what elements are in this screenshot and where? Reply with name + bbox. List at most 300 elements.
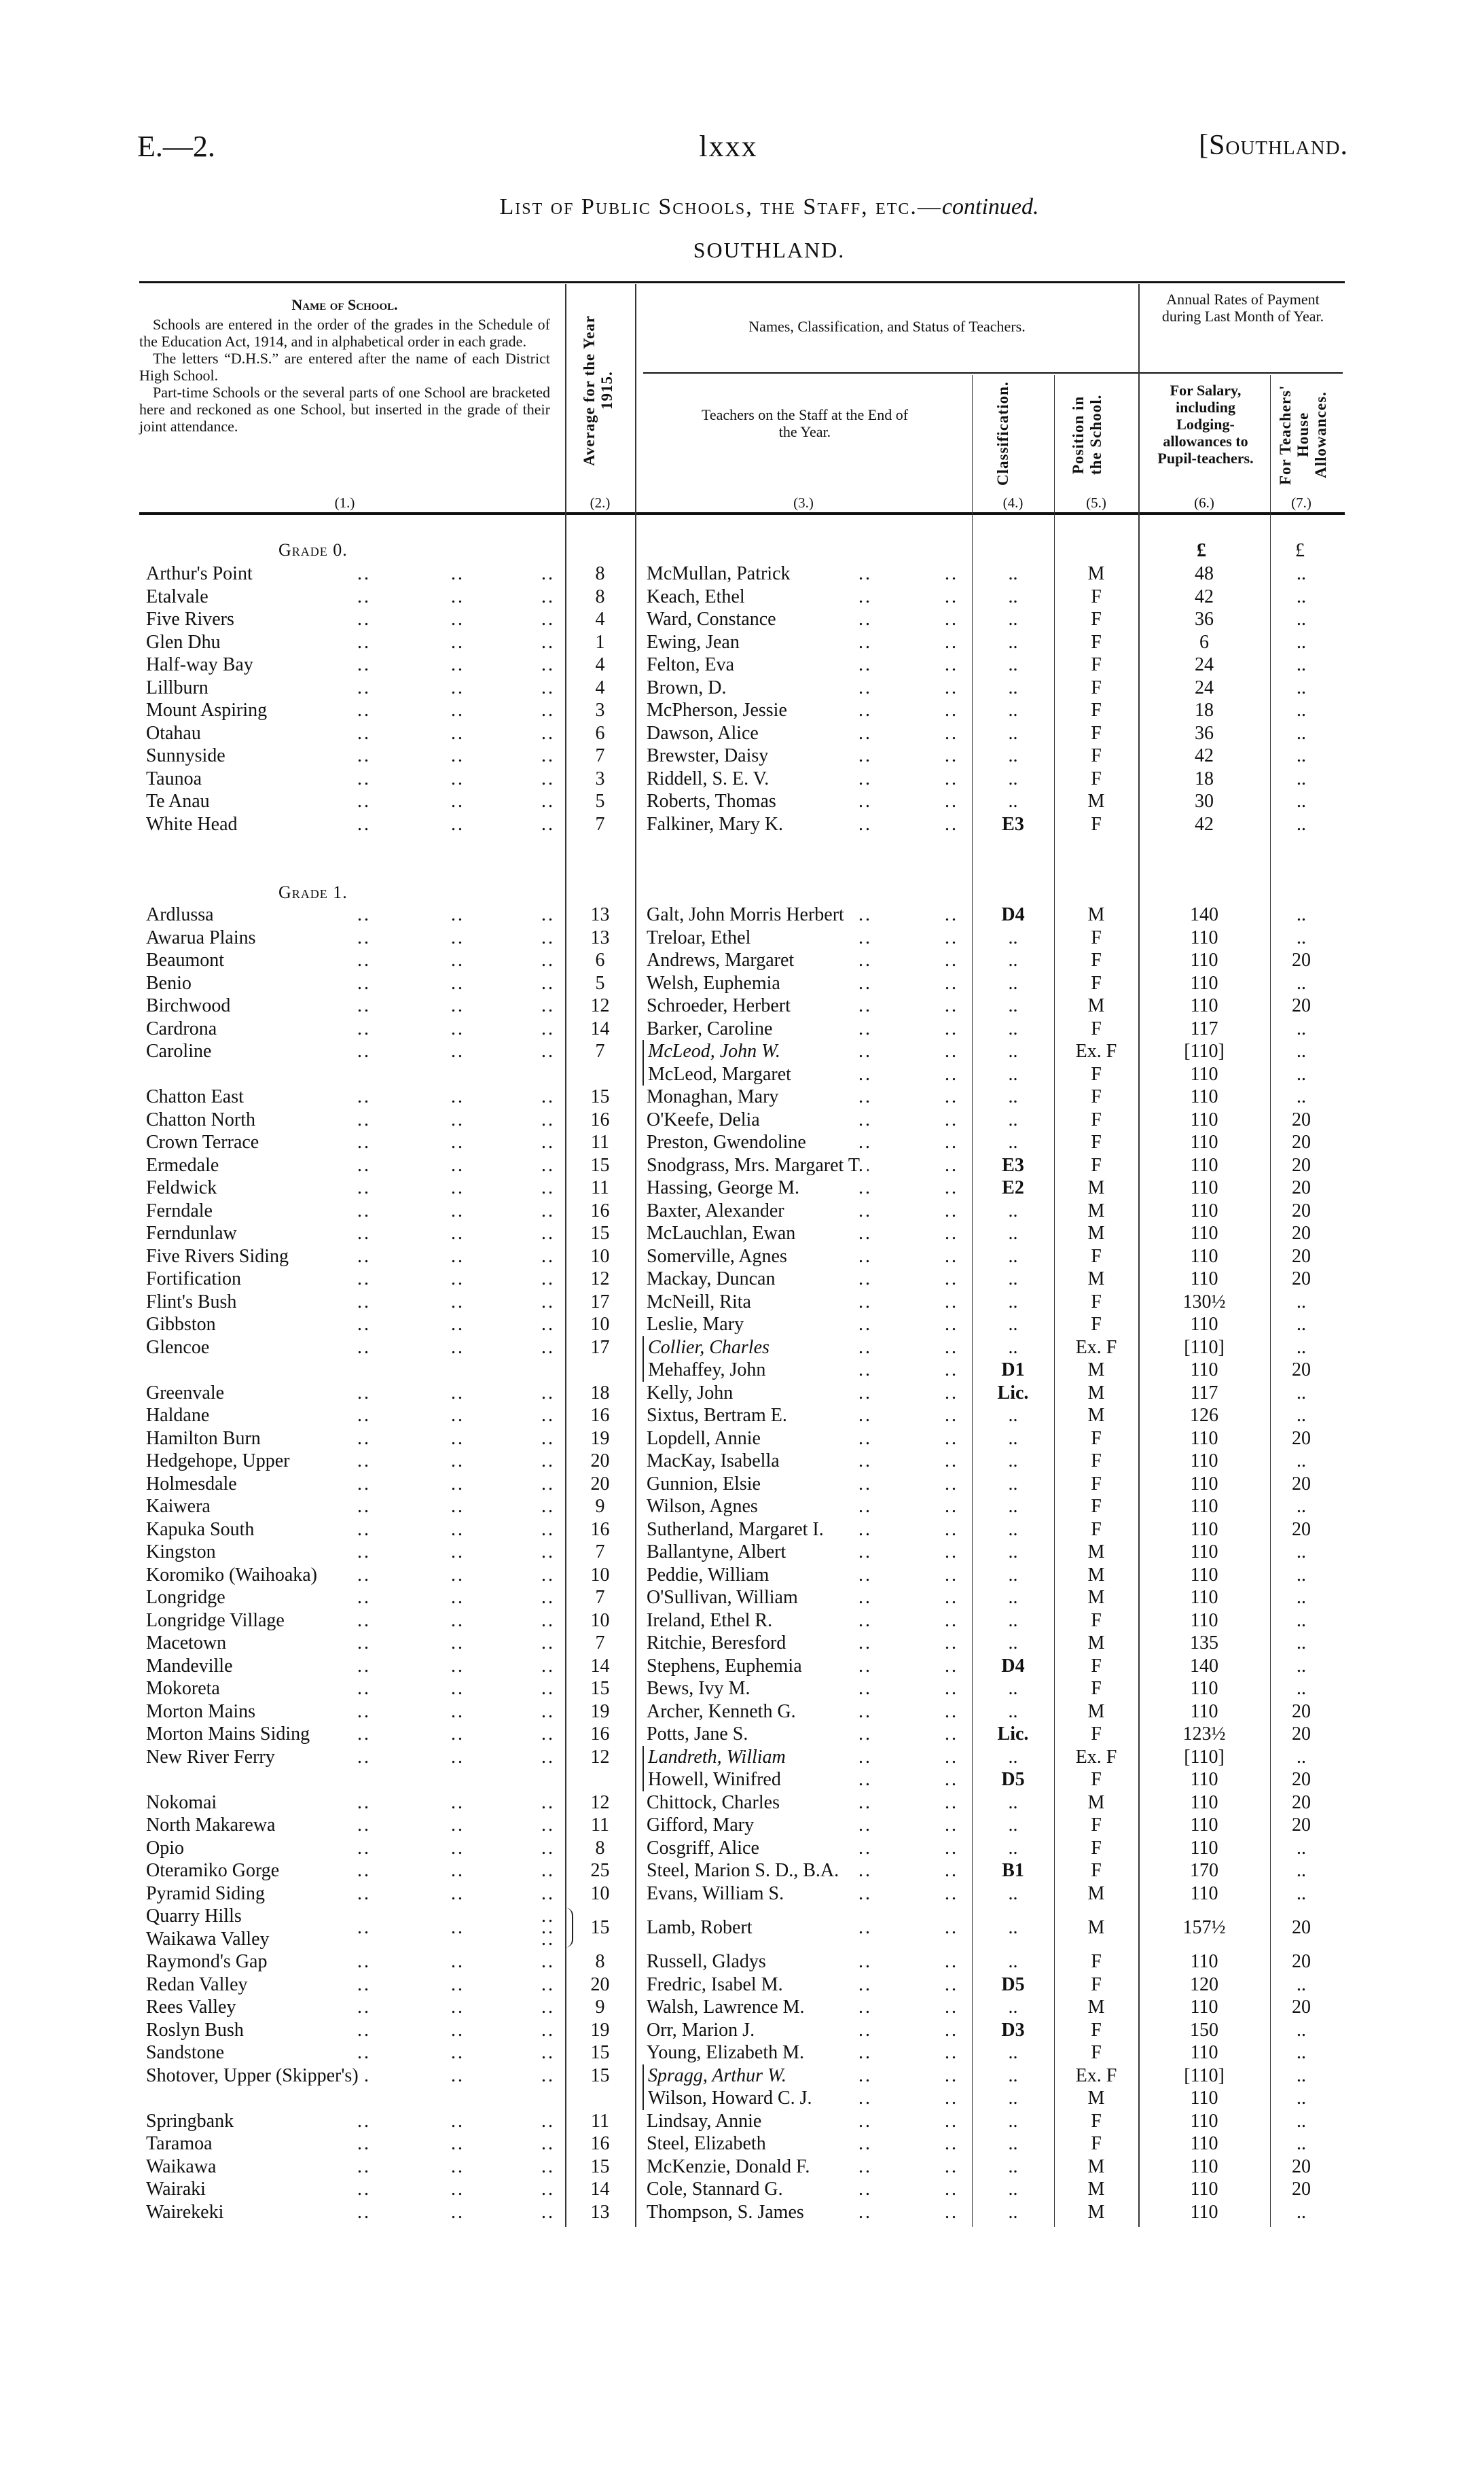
- leader-dots: [357, 2155, 371, 2179]
- leader-dots: [357, 1427, 371, 1450]
- table-row: [0, 1268, 1484, 1291]
- house-allowance: ..: [1297, 813, 1306, 835]
- leader-dots: [541, 2178, 555, 2201]
- house-allowance: ..: [1297, 1587, 1306, 1608]
- salary: 110: [1190, 1245, 1218, 1267]
- leader-dots: [945, 745, 958, 768]
- position: M: [1087, 1223, 1105, 1244]
- leader-dots: [858, 903, 872, 927]
- school-name: Haldane: [146, 1404, 213, 1427]
- position: F: [1091, 1951, 1102, 1972]
- teacher-name: Falkiner, Mary K.: [647, 813, 787, 836]
- teacher-name: McKenzie, Donald F.: [647, 2155, 814, 2179]
- currency-salary: £: [1197, 540, 1206, 561]
- leader-dots: [945, 2178, 958, 2201]
- leader-dots: [945, 949, 958, 972]
- table-row: [0, 2087, 1484, 2110]
- house-allowance: ..: [1297, 1086, 1306, 1107]
- teacher-name: Barker, Caroline: [647, 1018, 776, 1041]
- house-allowance: ..: [1297, 1632, 1306, 1653]
- average-attendance: 3: [595, 768, 605, 789]
- average-attendance: 15: [590, 1154, 610, 1176]
- teacher-name: Lamb, Robert: [647, 1916, 757, 1939]
- leader-dots: [541, 1882, 555, 1905]
- position: M: [1087, 1268, 1105, 1289]
- teacher-name: Gunnion, Elsie: [647, 1473, 765, 1496]
- leader-dots: [451, 745, 465, 768]
- header-mid-rule: [643, 372, 1343, 374]
- position: M: [1087, 1200, 1105, 1221]
- average-attendance: 13: [590, 2201, 610, 2223]
- classification: ..: [1008, 1427, 1018, 1449]
- teacher-name: Mackay, Duncan: [647, 1268, 779, 1291]
- average-attendance: 4: [595, 654, 605, 675]
- teacher-name: Keach, Ethel: [647, 586, 749, 609]
- leader-dots: [945, 1859, 958, 1882]
- average-attendance: 7: [595, 813, 605, 835]
- leader-dots: [945, 1473, 958, 1496]
- leader-dots: [541, 1700, 555, 1723]
- leader-dots: [357, 1837, 371, 1860]
- page-title: [0, 194, 1484, 220]
- house-allowance: ..: [1297, 768, 1306, 789]
- leader-dots: [858, 995, 872, 1018]
- leader-dots: [541, 927, 555, 950]
- average-attendance: 15: [590, 2064, 610, 2086]
- salary: 110: [1190, 972, 1218, 994]
- table-row: [0, 768, 1484, 791]
- leader-dots: [945, 1336, 958, 1359]
- position: M: [1087, 1882, 1105, 1904]
- salary: 110: [1190, 1609, 1218, 1631]
- salary: 6: [1199, 631, 1209, 653]
- leader-dots: [357, 1336, 371, 1359]
- school-name: Kapuka South: [146, 1518, 258, 1541]
- classification: B1: [1002, 1860, 1024, 1881]
- school-name: Taramoa: [146, 2132, 217, 2155]
- classification: ..: [1008, 1086, 1018, 1107]
- leader-dots: [541, 1427, 555, 1450]
- teacher-name: Monaghan, Mary: [647, 1086, 782, 1109]
- header-classification: Classification.: [994, 381, 1011, 486]
- leader-dots: [451, 1564, 465, 1587]
- leader-dots: [541, 1382, 555, 1405]
- table-row: [0, 2132, 1484, 2155]
- leader-dots: [945, 927, 958, 950]
- leader-dots: [541, 813, 555, 836]
- position: M: [1087, 904, 1105, 925]
- leader-dots: [451, 1154, 465, 1177]
- teacher-name: Galt, John Morris Herbert: [647, 903, 848, 927]
- average-attendance: 11: [591, 1814, 609, 1836]
- leader-dots: [357, 745, 371, 768]
- leader-dots: [945, 1677, 958, 1700]
- classification: ..: [1008, 1450, 1018, 1471]
- table-row: [0, 1086, 1484, 1109]
- teacher-name: Treloar, Ethel: [647, 927, 755, 950]
- salary: 42: [1195, 813, 1214, 835]
- house-allowance: ..: [1297, 2042, 1306, 2063]
- house-allowance: ..: [1297, 1382, 1306, 1403]
- salary: 36: [1195, 609, 1214, 630]
- teacher-name: McMullan, Patrick: [647, 562, 795, 586]
- leader-dots: [451, 1245, 465, 1268]
- table-row: [0, 1018, 1484, 1041]
- table-row: [0, 972, 1484, 995]
- teacher-name: Gifford, Mary: [647, 1814, 758, 1837]
- house-allowance: ..: [1297, 1746, 1306, 1768]
- house-allowance: 20: [1292, 1427, 1311, 1449]
- header-name-of-school: [139, 296, 550, 435]
- leader-dots: [541, 2155, 555, 2179]
- position: M: [1087, 2179, 1105, 2200]
- classification: D4: [1001, 904, 1025, 925]
- leader-dots: [451, 903, 465, 927]
- salary: 110: [1190, 1427, 1218, 1449]
- teacher-name: O'Sullivan, William: [647, 1586, 802, 1609]
- header-note-order: Schools are entered in the order of the grades in the Schedule of the Education Act, 1914, and in alphabetical order in each grade.: [139, 316, 550, 350]
- leader-dots: [858, 1427, 872, 1450]
- teacher-name: McLeod, John W.: [643, 1040, 784, 1063]
- salary: 110: [1190, 1814, 1218, 1836]
- average-attendance: 10: [590, 1564, 610, 1586]
- salary: 170: [1190, 1860, 1218, 1881]
- classification: ..: [1008, 1405, 1018, 1426]
- table-row: [0, 2178, 1484, 2201]
- classification: ..: [1008, 1268, 1018, 1289]
- page-title-text: List of Public Schools, the Staff, etc.—: [499, 194, 942, 219]
- school-name: Birchwood: [146, 995, 234, 1018]
- position: M: [1087, 563, 1105, 584]
- teacher-name: Ballantyne, Albert: [647, 1541, 790, 1564]
- school-name: Ferndunlaw: [146, 1222, 241, 1245]
- leader-dots: [451, 1916, 465, 1939]
- leader-dots: [357, 699, 371, 722]
- position: F: [1091, 1496, 1102, 1517]
- table-row: [0, 677, 1484, 700]
- table-top-rule: [139, 281, 1345, 283]
- leader-dots: [858, 1268, 872, 1291]
- table-row: [0, 1200, 1484, 1223]
- leader-dots: [451, 1996, 465, 2019]
- leader-dots: [541, 1814, 555, 1837]
- classification: ..: [1008, 1200, 1018, 1221]
- position: M: [1087, 1632, 1105, 1653]
- teacher-name: Hassing, George M.: [647, 1177, 803, 1200]
- leader-dots: [541, 1677, 555, 1700]
- leader-dots: [451, 1222, 465, 1245]
- teacher-name: McLauchlan, Ewan: [647, 1222, 799, 1245]
- leader-dots: [357, 1313, 371, 1336]
- leader-dots: [541, 608, 555, 631]
- salary: 110: [1190, 1997, 1218, 2018]
- table-row: [0, 1541, 1484, 1564]
- house-allowance: 20: [1292, 1791, 1311, 1813]
- average-attendance: 16: [590, 1405, 610, 1426]
- house-allowance: ..: [1297, 1860, 1306, 1881]
- leader-dots: [357, 1268, 371, 1291]
- leader-dots: [357, 927, 371, 950]
- table-row: [0, 1837, 1484, 1860]
- leader-dots: [858, 562, 872, 586]
- position: F: [1091, 1518, 1102, 1540]
- leader-dots: [451, 1109, 465, 1132]
- salary: 130½: [1182, 1291, 1226, 1312]
- leader-dots: [858, 1609, 872, 1632]
- table-row: [0, 1723, 1484, 1746]
- school-name: Mount Aspiring: [146, 699, 271, 722]
- leader-dots: [357, 562, 371, 586]
- average-attendance: 12: [590, 1746, 610, 1768]
- leader-dots: [945, 2132, 958, 2155]
- teacher-name: O'Keefe, Delia: [647, 1109, 764, 1132]
- leader-dots: [451, 1700, 465, 1723]
- leader-dots: [858, 2087, 872, 2110]
- house-allowance: ..: [1297, 2110, 1306, 2132]
- position: M: [1087, 791, 1105, 812]
- salary: 110: [1190, 2088, 1218, 2109]
- leader-dots: [945, 2087, 958, 2110]
- classification: ..: [1008, 1951, 1018, 1972]
- average-attendance: 5: [595, 972, 605, 994]
- leader-dots: [541, 722, 555, 745]
- position: F: [1091, 1086, 1102, 1107]
- house-allowance: ..: [1297, 677, 1306, 698]
- leader-dots: [945, 1973, 958, 1997]
- leader-dots: [858, 654, 872, 677]
- leader-dots: [858, 1359, 872, 1382]
- position: F: [1091, 609, 1102, 630]
- header-note-dhs: The letters “D.H.S.” are entered after the name of each District High School.: [139, 350, 550, 384]
- leader-dots: [541, 1473, 555, 1496]
- salary: 120: [1190, 1973, 1218, 1995]
- position: F: [1091, 1245, 1102, 1267]
- leader-dots: [451, 1677, 465, 1700]
- table-row: [0, 2155, 1484, 2179]
- house-allowance: ..: [1297, 1609, 1306, 1631]
- table-row: [0, 1564, 1484, 1587]
- leader-dots: [945, 995, 958, 1018]
- teacher-name: Steel, Marion S. D., B.A.: [647, 1859, 843, 1882]
- salary: 18: [1195, 768, 1214, 789]
- position: F: [1091, 1769, 1102, 1790]
- leader-dots: [541, 2064, 555, 2088]
- classification: ..: [1008, 609, 1018, 630]
- leader-dots: [357, 949, 371, 972]
- teacher-name: Archer, Kenneth G.: [647, 1700, 800, 1723]
- teacher-name: Young, Elizabeth M.: [647, 2041, 808, 2064]
- teacher-name: Lindsay, Annie: [647, 2110, 765, 2133]
- leader-dots: [541, 1450, 555, 1473]
- salary: 110: [1190, 1496, 1218, 1517]
- leader-dots: [541, 949, 555, 972]
- classification: ..: [1008, 1837, 1018, 1859]
- teacher-name: Ewing, Jean: [647, 631, 744, 654]
- average-attendance: 8: [595, 1951, 605, 1972]
- leader-dots: [858, 1382, 872, 1405]
- leader-dots: [541, 562, 555, 586]
- leader-dots: [541, 1518, 555, 1541]
- house-allowance: ..: [1297, 927, 1306, 948]
- average-attendance: 19: [590, 1427, 610, 1449]
- leader-dots: [858, 1632, 872, 1655]
- leader-dots: [858, 1200, 872, 1223]
- position: F: [1091, 1837, 1102, 1859]
- school-name: New River Ferry: [146, 1746, 279, 1769]
- teacher-name: Dawson, Alice: [647, 722, 763, 745]
- salary: 157½: [1182, 1916, 1226, 1938]
- teacher-name: Ward, Constance: [647, 608, 780, 631]
- classification: ..: [1008, 1700, 1018, 1722]
- house-allowance: 20: [1292, 1268, 1311, 1289]
- leader-dots: [858, 1837, 872, 1860]
- house-allowance: 20: [1292, 1359, 1311, 1380]
- house-allowance: ..: [1297, 1564, 1306, 1586]
- salary: 18: [1195, 700, 1214, 721]
- leader-dots: [858, 1973, 872, 1997]
- average-attendance: 10: [590, 1609, 610, 1631]
- classification: ..: [1008, 654, 1018, 675]
- leader-dots: [451, 2155, 465, 2179]
- position: F: [1091, 927, 1102, 948]
- house-allowance: 20: [1292, 2155, 1311, 2177]
- house-allowance: ..: [1297, 1291, 1306, 1312]
- leader-dots: [451, 1655, 465, 1678]
- leader-dots: [451, 1814, 465, 1837]
- leader-dots: [945, 1404, 958, 1427]
- classification: ..: [1008, 927, 1018, 948]
- salary: 140: [1190, 904, 1218, 925]
- classification: ..: [1008, 1916, 1018, 1938]
- teacher-name: Wilson, Agnes: [647, 1495, 762, 1518]
- position: M: [1087, 1382, 1105, 1403]
- teacher-name: Fredric, Isabel M.: [647, 1973, 787, 1997]
- leader-dots: [945, 1746, 958, 1769]
- leader-dots: [451, 1040, 465, 1063]
- average-attendance: 16: [590, 1109, 610, 1130]
- leader-dots: [451, 972, 465, 995]
- leader-dots: [451, 1791, 465, 1814]
- classification: ..: [1008, 2088, 1018, 2109]
- position: M: [1087, 2088, 1105, 2109]
- leader-dots: [541, 1040, 555, 1063]
- house-allowance: 20: [1292, 1723, 1311, 1745]
- house-allowance: ..: [1297, 1973, 1306, 1995]
- position: F: [1091, 2133, 1102, 2154]
- leader-dots: [541, 972, 555, 995]
- leader-dots: [357, 608, 371, 631]
- school-name: Waikawa: [146, 2155, 220, 2179]
- salary: [110]: [1184, 1041, 1225, 1062]
- teacher-name: Somerville, Agnes: [647, 1245, 791, 1268]
- leader-dots: [357, 1882, 371, 1905]
- school-name: Waikawa Valley: [146, 1928, 274, 1951]
- classification: ..: [1008, 1814, 1018, 1836]
- average-attendance: 10: [590, 1245, 610, 1267]
- leader-dots: [357, 1495, 371, 1518]
- leader-dots: [858, 813, 872, 836]
- teacher-name: Riddell, S. E. V.: [647, 768, 773, 791]
- table-row: [0, 1040, 1484, 1063]
- position: F: [1091, 745, 1102, 766]
- leader-dots: [858, 1222, 872, 1245]
- house-allowance: ..: [1297, 1837, 1306, 1859]
- leader-dots: [541, 1268, 555, 1291]
- leader-dots: [357, 2110, 371, 2133]
- position: M: [1087, 1916, 1105, 1938]
- average-attendance: 12: [590, 995, 610, 1016]
- teacher-name: Welsh, Euphemia: [647, 972, 784, 995]
- house-allowance: ..: [1297, 631, 1306, 653]
- classification: ..: [1008, 1746, 1018, 1768]
- salary: 110: [1190, 927, 1218, 948]
- position: M: [1087, 1997, 1105, 2018]
- school-name: Morton Mains: [146, 1700, 259, 1723]
- house-allowance: 20: [1292, 1769, 1311, 1790]
- average-attendance: 11: [591, 1132, 609, 1153]
- leader-dots: [357, 972, 371, 995]
- column-label-3: (3.): [793, 495, 814, 511]
- leader-dots: [541, 1495, 555, 1518]
- salary: 110: [1190, 1837, 1218, 1859]
- leader-dots: [451, 608, 465, 631]
- teacher-name: MacKay, Isabella: [647, 1450, 784, 1473]
- salary: 110: [1190, 1678, 1218, 1699]
- position: F: [1091, 813, 1102, 835]
- leader-dots: [858, 2041, 872, 2064]
- leader-dots: [541, 1859, 555, 1882]
- position: M: [1087, 1359, 1105, 1380]
- position: M: [1087, 1564, 1105, 1586]
- leader-dots: [541, 677, 555, 700]
- position: F: [1091, 654, 1102, 675]
- position: F: [1091, 677, 1102, 698]
- salary: 110: [1190, 1951, 1218, 1972]
- teacher-name: Cosgriff, Alice: [647, 1837, 763, 1860]
- classification: ..: [1008, 1791, 1018, 1813]
- position: F: [1091, 1609, 1102, 1631]
- leader-dots: [945, 2019, 958, 2042]
- leader-dots: [858, 1586, 872, 1609]
- position: F: [1091, 1450, 1102, 1471]
- classification: ..: [1008, 1245, 1018, 1267]
- header-position: Position in the School.: [1070, 394, 1104, 476]
- leader-dots: [945, 608, 958, 631]
- position: F: [1091, 2019, 1102, 2041]
- school-name: Feldwick: [146, 1177, 221, 1200]
- leader-dots: [858, 1791, 872, 1814]
- table-row: [0, 1655, 1484, 1678]
- position: F: [1091, 631, 1102, 653]
- school-name: Oteramiko Gorge: [146, 1859, 283, 1882]
- school-name: Beaumont: [146, 949, 228, 972]
- average-attendance: 16: [590, 2133, 610, 2154]
- leader-dots: [357, 790, 371, 813]
- table-row: [0, 1109, 1484, 1132]
- leader-dots: [945, 1450, 958, 1473]
- school-name: Five Rivers Siding: [146, 1245, 293, 1268]
- leader-dots: [541, 1564, 555, 1587]
- school-name: Ferndale: [146, 1200, 217, 1223]
- average-attendance: 12: [590, 1268, 610, 1289]
- leader-dots: [541, 2019, 555, 2042]
- leader-dots: [858, 1291, 872, 1314]
- house-allowance: ..: [1297, 1496, 1306, 1517]
- teacher-name: Bews, Ivy M.: [647, 1677, 754, 1700]
- leader-dots: [451, 1837, 465, 1860]
- leader-dots: [858, 1404, 872, 1427]
- leader-dots: [451, 790, 465, 813]
